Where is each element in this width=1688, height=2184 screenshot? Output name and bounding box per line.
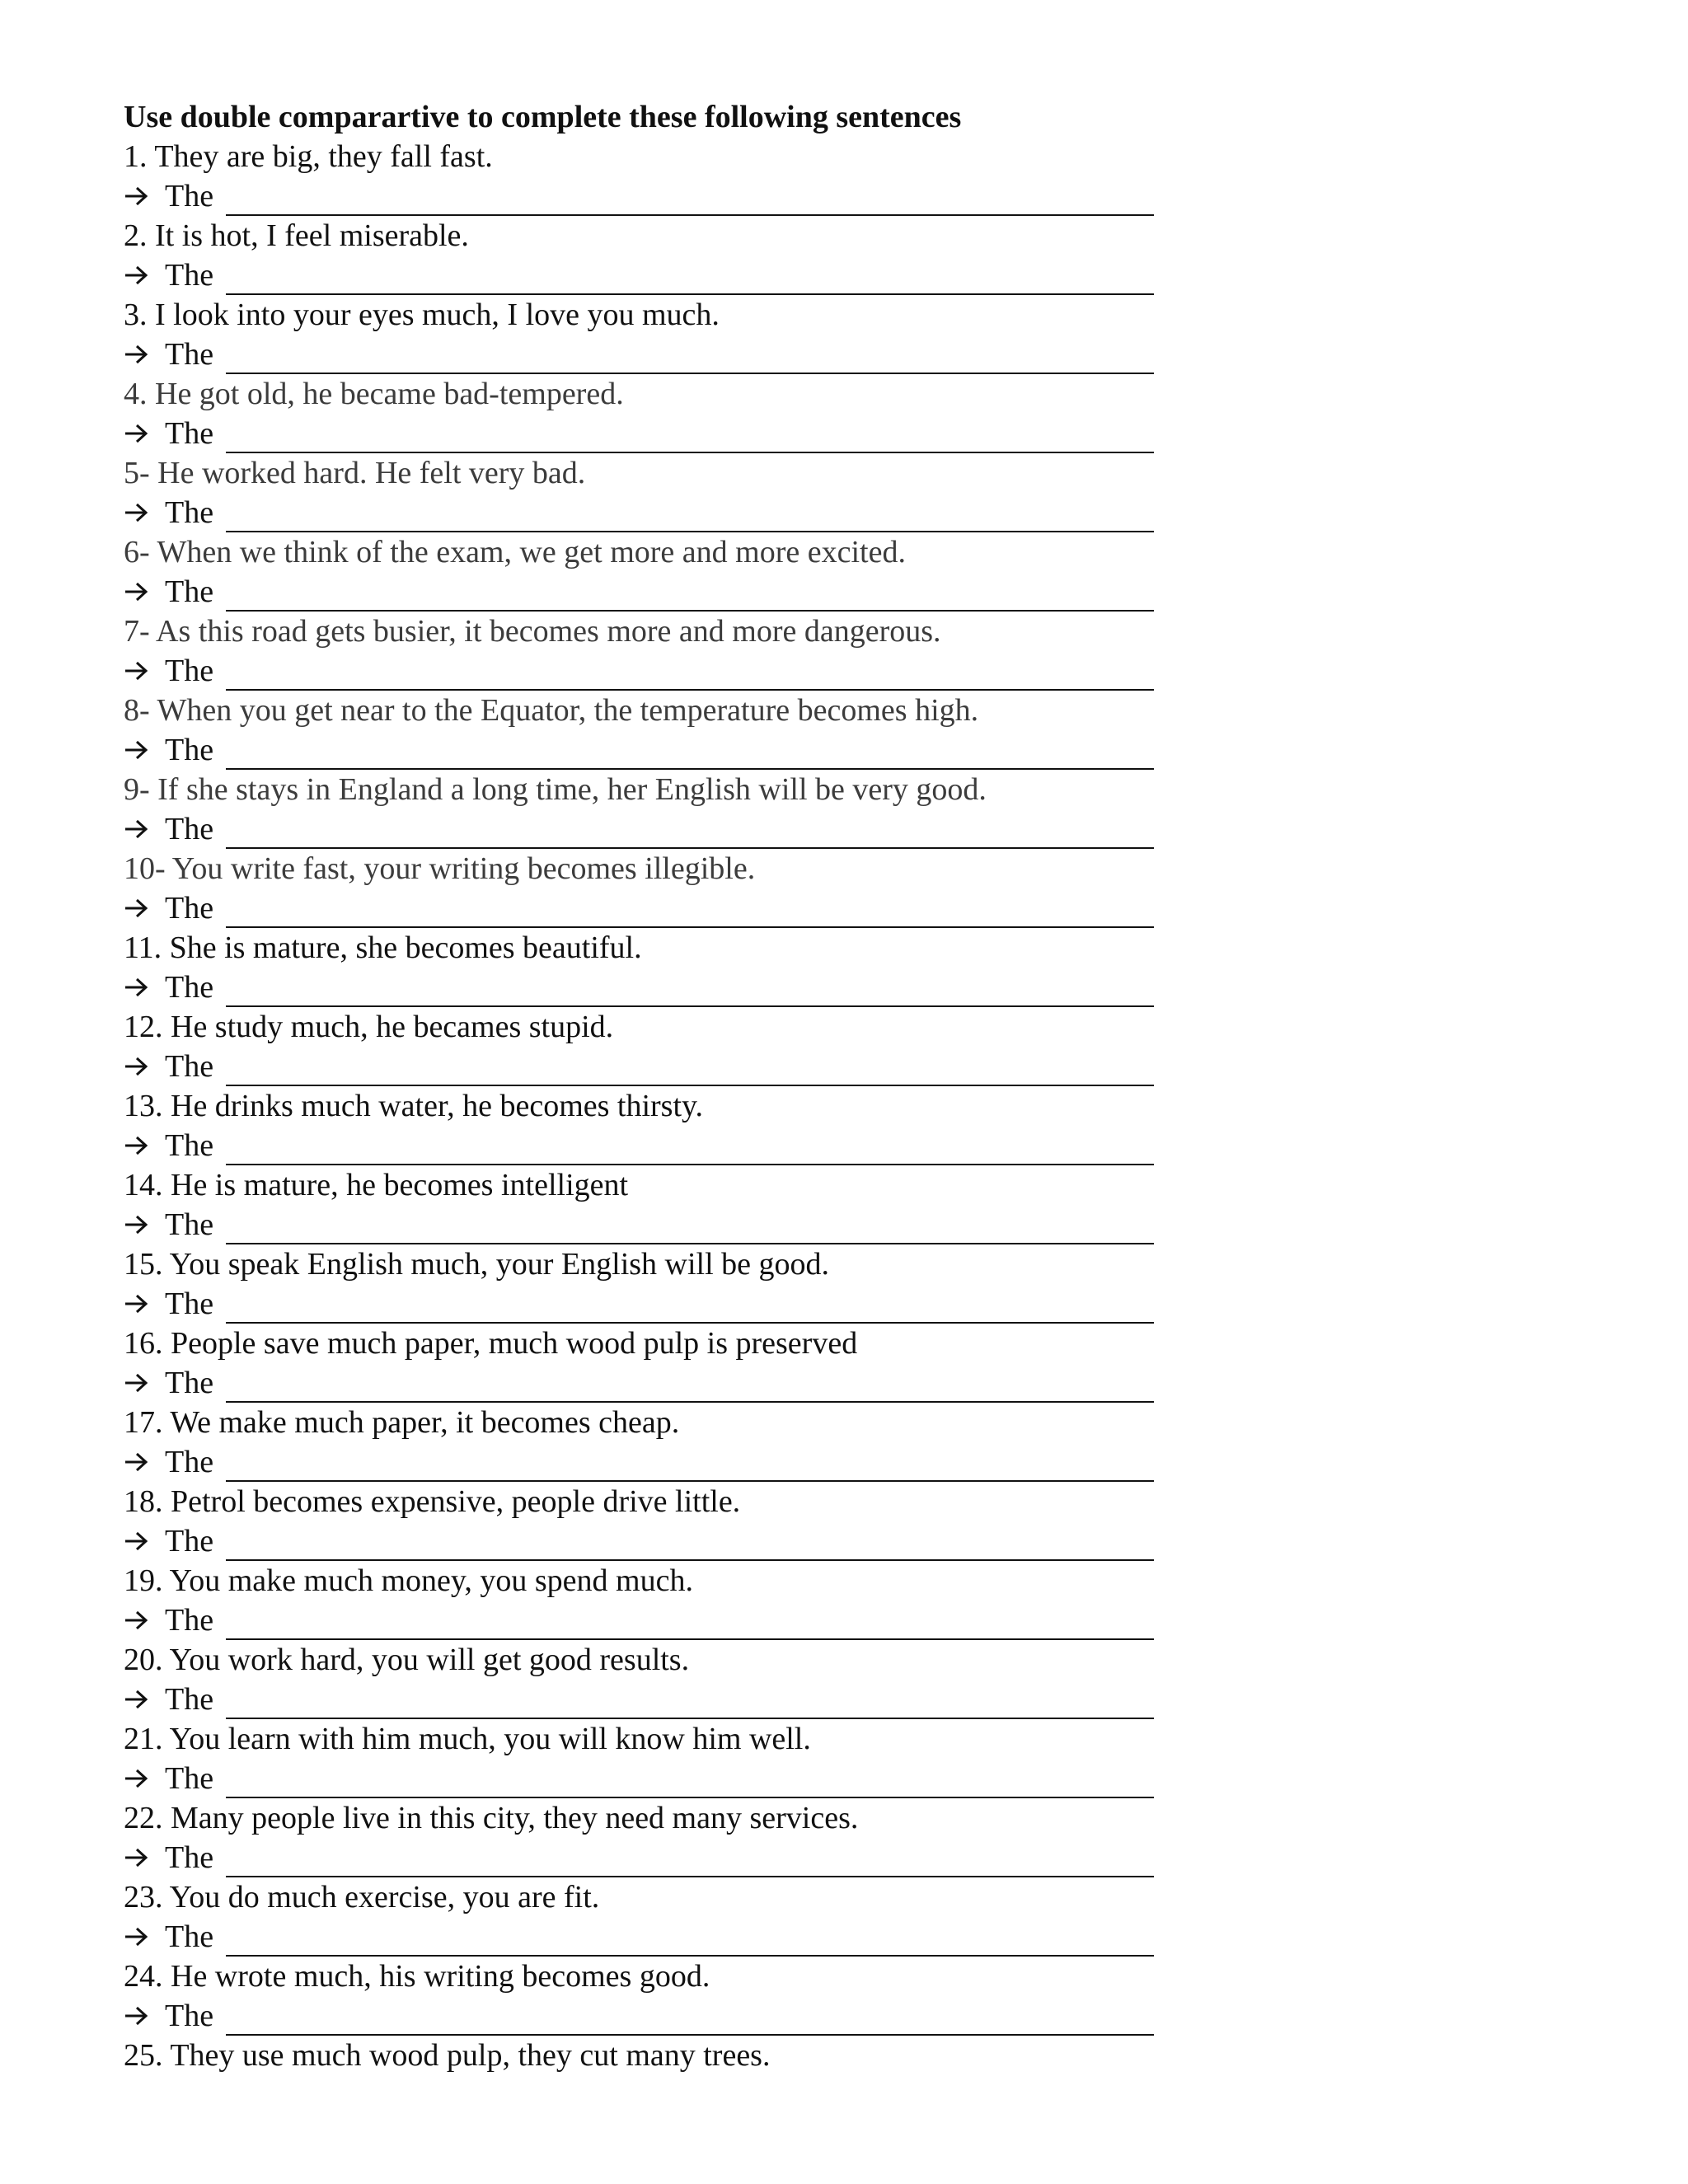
answer-row — [124, 1284, 1154, 1324]
exercise-prompt: 14. He is mature, he becomes intelligent — [124, 1168, 629, 1202]
exercise-prompt: 5- He worked hard. He felt very bad. — [124, 456, 586, 490]
answer-row — [124, 888, 1154, 928]
answer-blank-line[interactable] — [226, 1401, 1154, 1403]
exercise-prompt: 8- When you get near to the Equator, the temperature becomes high. — [124, 693, 979, 728]
answer-blank-line[interactable] — [226, 214, 1154, 216]
answer-blank-line[interactable] — [226, 452, 1154, 453]
right-arrow-icon — [124, 1759, 148, 1798]
answer-blank-line[interactable] — [226, 1638, 1154, 1640]
answer-row — [124, 1601, 1154, 1640]
answer-row — [124, 493, 1154, 532]
answer-blank-line[interactable] — [226, 1164, 1154, 1165]
answer-blank-line[interactable] — [226, 1559, 1154, 1561]
answer-prefix: The — [165, 1207, 214, 1242]
answer-blank-line[interactable] — [226, 1955, 1154, 1957]
answer-prefix: The — [165, 179, 214, 213]
answer-row — [124, 1363, 1154, 1403]
worksheet — [124, 97, 1154, 2075]
answer-blank-line[interactable] — [226, 373, 1154, 374]
right-arrow-icon — [124, 176, 148, 216]
exercise-prompt: 19. You make much money, you spend much. — [124, 1563, 693, 1598]
answer-row — [124, 1521, 1154, 1561]
answer-row — [124, 1047, 1154, 1086]
answer-row — [124, 651, 1154, 691]
answer-prefix: The — [165, 1524, 214, 1558]
answer-prefix: The — [165, 1445, 214, 1479]
answer-blank-line[interactable] — [226, 768, 1154, 770]
right-arrow-icon — [124, 414, 148, 453]
right-arrow-icon — [124, 1205, 148, 1244]
answer-prefix: The — [165, 1761, 214, 1796]
answer-blank-line[interactable] — [226, 1322, 1154, 1324]
answer-blank-line[interactable] — [226, 1243, 1154, 1244]
answer-row — [124, 1759, 1154, 1798]
exercise-prompt: 10- You write fast, your writing becomes illegible. — [124, 851, 756, 886]
answer-blank-line[interactable] — [226, 689, 1154, 691]
exercise-prompt: 9- If she stays in England a long time, her English will be very good. — [124, 772, 987, 807]
exercise-prompt: 4. He got old, he became bad-tempered. — [124, 377, 624, 411]
right-arrow-icon — [124, 1363, 148, 1403]
answer-row — [124, 1442, 1154, 1482]
exercise-prompt: 17. We make much paper, it becomes cheap. — [124, 1405, 680, 1440]
answer-blank-line[interactable] — [226, 926, 1154, 928]
answer-row — [124, 1917, 1154, 1957]
answer-row — [124, 335, 1154, 374]
answer-blank-line[interactable] — [226, 531, 1154, 532]
exercise-prompt: 7- As this road gets busier, it becomes more and more dangerous. — [124, 614, 941, 649]
exercise-prompt: 23. You do much exercise, you are fit. — [124, 1880, 600, 1915]
right-arrow-icon — [124, 1680, 148, 1719]
answer-blank-line[interactable] — [226, 2034, 1154, 2036]
right-arrow-icon — [124, 1521, 148, 1561]
answer-row — [124, 968, 1154, 1007]
answer-prefix: The — [165, 733, 214, 767]
answer-row — [124, 1996, 1154, 2036]
right-arrow-icon — [124, 1126, 148, 1165]
answer-blank-line[interactable] — [226, 1005, 1154, 1007]
answer-blank-line[interactable] — [226, 1480, 1154, 1482]
exercise-prompt: 18. Petrol becomes expensive, people drive little. — [124, 1484, 741, 1519]
answer-row — [124, 572, 1154, 612]
exercise-prompt: 1. They are big, they fall fast. — [124, 139, 493, 174]
right-arrow-icon — [124, 809, 148, 849]
right-arrow-icon — [124, 1917, 148, 1957]
worksheet-title: Use double comparartive to complete these following sentences — [124, 100, 962, 134]
answer-blank-line[interactable] — [226, 1085, 1154, 1086]
answer-row — [124, 809, 1154, 849]
exercise-prompt: 21. You learn with him much, you will know him well. — [124, 1722, 811, 1756]
exercise-prompt: 24. He wrote much, his writing becomes good. — [124, 1959, 710, 1994]
right-arrow-icon — [124, 1996, 148, 2036]
exercise-prompt: 15. You speak English much, your English will be good. — [124, 1247, 830, 1282]
answer-row — [124, 255, 1154, 295]
exercise-prompt: 22. Many people live in this city, they need many services. — [124, 1801, 859, 1835]
answer-prefix: The — [165, 258, 214, 293]
answer-prefix: The — [165, 337, 214, 372]
exercise-prompt: 16. People save much paper, much wood pulp is preserved — [124, 1326, 858, 1361]
answer-blank-line[interactable] — [226, 293, 1154, 295]
answer-prefix: The — [165, 1840, 214, 1875]
exercise-prompt: 3. I look into your eyes much, I love you much. — [124, 298, 720, 332]
answer-blank-line[interactable] — [226, 1718, 1154, 1719]
answer-blank-line[interactable] — [226, 1797, 1154, 1798]
answer-prefix: The — [165, 1366, 214, 1400]
answer-row — [124, 1205, 1154, 1244]
right-arrow-icon — [124, 335, 148, 374]
right-arrow-icon — [124, 255, 148, 295]
answer-prefix: The — [165, 654, 214, 688]
right-arrow-icon — [124, 1838, 148, 1877]
exercise-prompt: 25. They use much wood pulp, they cut many trees. — [124, 2038, 771, 2073]
answer-prefix: The — [165, 495, 214, 530]
answer-prefix: The — [165, 1286, 214, 1321]
answer-row — [124, 730, 1154, 770]
right-arrow-icon — [124, 730, 148, 770]
exercise-prompt: 20. You work hard, you will get good results. — [124, 1643, 690, 1677]
answer-prefix: The — [165, 1919, 214, 1954]
right-arrow-icon — [124, 1047, 148, 1086]
answer-row — [124, 414, 1154, 453]
answer-prefix: The — [165, 1603, 214, 1638]
exercise-list — [124, 137, 1154, 2075]
exercise-prompt: 11. She is mature, she becomes beautiful. — [124, 930, 642, 965]
answer-blank-line[interactable] — [226, 610, 1154, 612]
answer-prefix: The — [165, 812, 214, 846]
exercise-prompt: 6- When we think of the exam, we get more and more excited. — [124, 535, 906, 569]
answer-blank-line[interactable] — [226, 1876, 1154, 1877]
right-arrow-icon — [124, 1601, 148, 1640]
answer-prefix: The — [165, 1999, 214, 2033]
answer-prefix: The — [165, 1128, 214, 1163]
right-arrow-icon — [124, 968, 148, 1007]
exercise-prompt: 13. He drinks much water, he becomes thirsty. — [124, 1089, 704, 1123]
right-arrow-icon — [124, 651, 148, 691]
right-arrow-icon — [124, 572, 148, 612]
answer-prefix: The — [165, 970, 214, 1005]
right-arrow-icon — [124, 493, 148, 532]
answer-row — [124, 1838, 1154, 1877]
exercise-prompt: 12. He study much, he becames stupid. — [124, 1010, 614, 1044]
right-arrow-icon — [124, 1284, 148, 1324]
right-arrow-icon — [124, 888, 148, 928]
answer-row — [124, 176, 1154, 216]
answer-row — [124, 1126, 1154, 1165]
answer-blank-line[interactable] — [226, 847, 1154, 849]
answer-row — [124, 1680, 1154, 1719]
right-arrow-icon — [124, 1442, 148, 1482]
answer-prefix: The — [165, 891, 214, 926]
answer-prefix: The — [165, 416, 214, 451]
answer-prefix: The — [165, 1049, 214, 1084]
answer-prefix: The — [165, 574, 214, 609]
exercise-prompt: 2. It is hot, I feel miserable. — [124, 218, 469, 253]
answer-prefix: The — [165, 1682, 214, 1717]
